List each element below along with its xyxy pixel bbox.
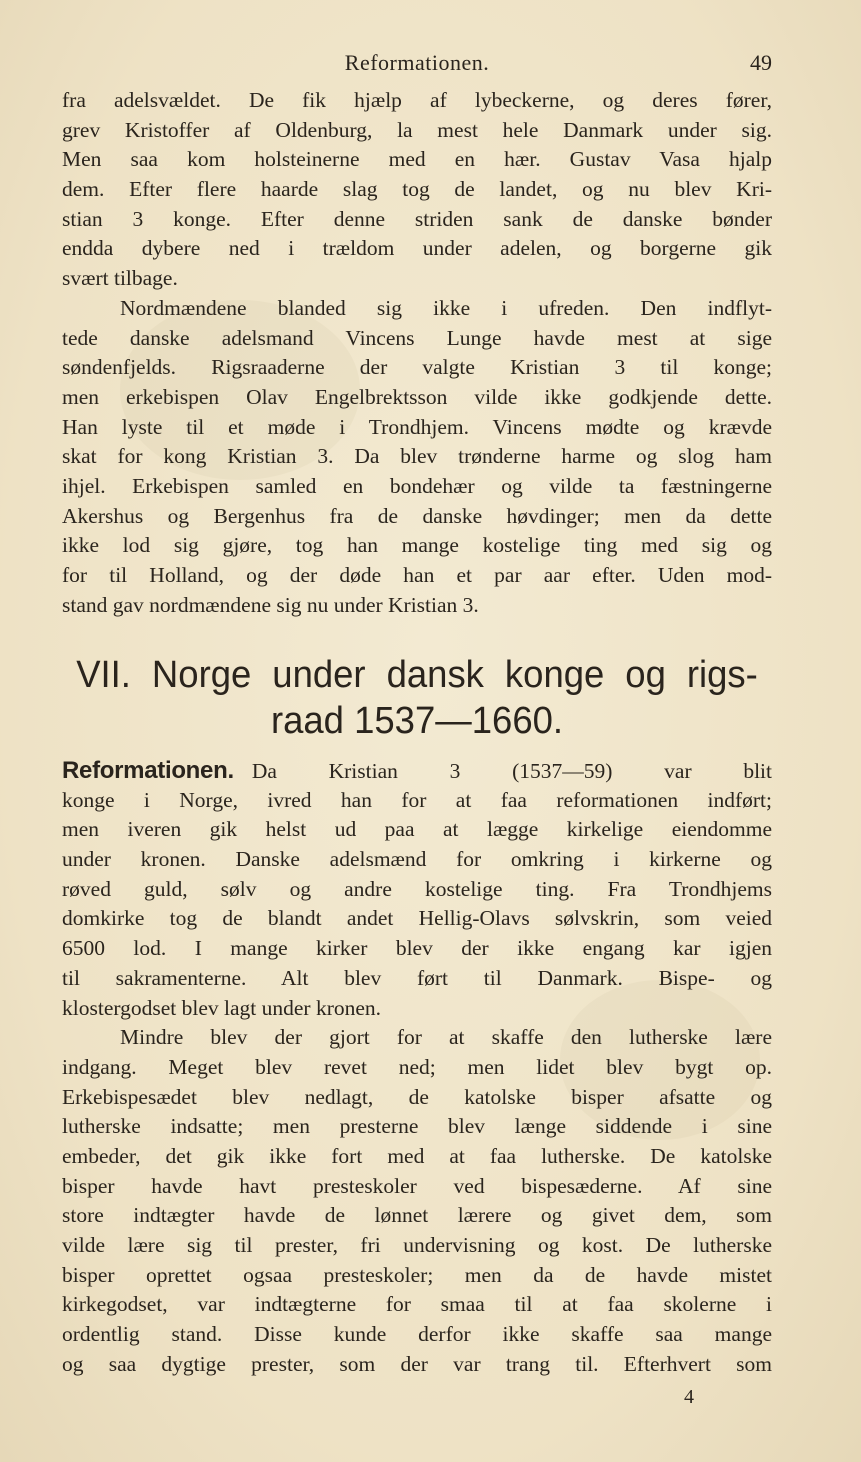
text-line: stian 3 konge. Efter denne striden sank de danske bønder xyxy=(62,206,772,231)
text-line: Erkebispesædet blev nedlagt, de katolske bisper afsatte og xyxy=(62,1084,772,1109)
text-line: indgang. Meget blev revet ned; men lidet blev bygt op. xyxy=(62,1054,772,1079)
text-line: embeder, det gik ikke fort med at faa lutherske. De katolske xyxy=(62,1143,772,1168)
text-line: kirkegodset, var indtægterne for smaa til at faa skolerne i xyxy=(62,1292,772,1317)
running-title: Reformationen. xyxy=(344,50,490,75)
text-line: vilde lære sig til prester, fri undervisning og kost. De lutherske xyxy=(62,1233,772,1257)
section-first-line-text: Da Kristian 3 (1537—59) var blit xyxy=(251,759,772,783)
text-line: svært tilbage. xyxy=(62,266,178,291)
text-line: søndenfjelds. Rigsraaderne der valgte Kristian 3 til konge; xyxy=(62,355,772,380)
text-line: grev Kristoffer af Oldenburg, la mest hele Danmark under sig. xyxy=(62,117,772,142)
text-block-bottom-lines xyxy=(62,786,772,1380)
text-line: for til Holland, og der døde han et par aar efter. Uden mod- xyxy=(62,563,772,587)
text-line: dem. Efter flere haarde slag tog de landet, og nu blev Kri- xyxy=(62,177,772,202)
text-line: Men saa kom holsteinerne med en hær. Gustav Vasa hjalp xyxy=(62,147,772,172)
text-line: tede danske adelsmand Vincens Lunge havde mest at sige xyxy=(62,325,772,350)
text-line: stand gav nordmændene sig nu under Kristian 3. xyxy=(62,592,479,617)
text-block-bottom xyxy=(62,756,772,1379)
text-line: bisper oprettet ogsaa presteskoler; men da de havde mistet xyxy=(62,1262,772,1287)
text-line: under kronen. Danske adelsmænd for omkring i kirkerne og xyxy=(62,847,772,872)
text-line: Nordmændene blanded sig ikke i ufreden. Den indflyt- xyxy=(120,295,772,320)
text-line: endda dybere ned i trældom under adelen, og borgerne gik xyxy=(62,236,772,261)
text-line: domkirke tog de blandt andet Hellig-Olavs sølvskrin, som veied xyxy=(62,906,772,931)
text-line: ihjel. Erkebispen samled en bondehær og vilde ta fæstningerne xyxy=(62,473,772,498)
chapter-heading-line-2: raad 1537—1660. xyxy=(270,700,564,742)
text-line: Akershus og Bergenhus fra de danske høvdinger; men da dette xyxy=(62,503,772,528)
text-line: ordentlig stand. Disse kunde derfor ikke skaffe saa mange xyxy=(62,1322,772,1347)
signature-mark: 4 xyxy=(684,1386,694,1408)
text-line: konge i Norge, ivred han for at faa reformationen indført; xyxy=(62,787,772,812)
text-line: skat for kong Kristian 3. Da blev trønderne harme og slog ham xyxy=(62,444,772,469)
text-line: 6500 lod. I mange kirker blev der ikke engang kar igjen xyxy=(62,936,772,961)
text-line: men iveren gik helst ud paa at lægge kirkelige eiendomme xyxy=(62,817,772,842)
text-line: til sakramenterne. Alt blev ført til Danmark. Bispe- og xyxy=(62,965,772,990)
text-line: Han lyste til et møde i Trondhjem. Vincens mødte og krævde xyxy=(62,414,772,439)
text-line: røved guld, sølv og andre kostelige ting. Fra Trondhjems xyxy=(62,876,772,901)
text-block-top xyxy=(62,86,772,620)
running-head xyxy=(62,50,772,84)
text-line: ikke lod sig gjøre, tog han mange kostelige ting med sig og xyxy=(62,533,772,558)
text-line: lutherske indsatte; men presterne blev længe siddende i sine xyxy=(62,1114,772,1139)
text-line: og saa dygtige prester, som der var trang til. Efterhvert som xyxy=(62,1351,772,1376)
section-first-line xyxy=(62,756,772,786)
chapter-heading xyxy=(76,652,758,744)
text-line: fra adelsvældet. De fik hjælp af lybeckerne, og deres fører, xyxy=(62,88,772,112)
text-line: men erkebispen Olav Engelbrektsson vilde ikke godkjende dette. xyxy=(62,384,772,409)
section-heading: Reformationen. xyxy=(62,757,234,784)
text-line: Mindre blev der gjort for at skaffe den lutherske lære xyxy=(120,1025,772,1050)
chapter-heading-line-1: VII. Norge under dansk konge og rigs- xyxy=(76,654,758,696)
text-line: store indtægter havde de lønnet lærere og givet dem, som xyxy=(62,1203,772,1228)
text-line: bisper havde havt presteskoler ved bispesæderne. Af sine xyxy=(62,1173,772,1198)
text-line: klostergodset blev lagt under kronen. xyxy=(62,995,382,1020)
page-number: 49 xyxy=(750,50,772,75)
